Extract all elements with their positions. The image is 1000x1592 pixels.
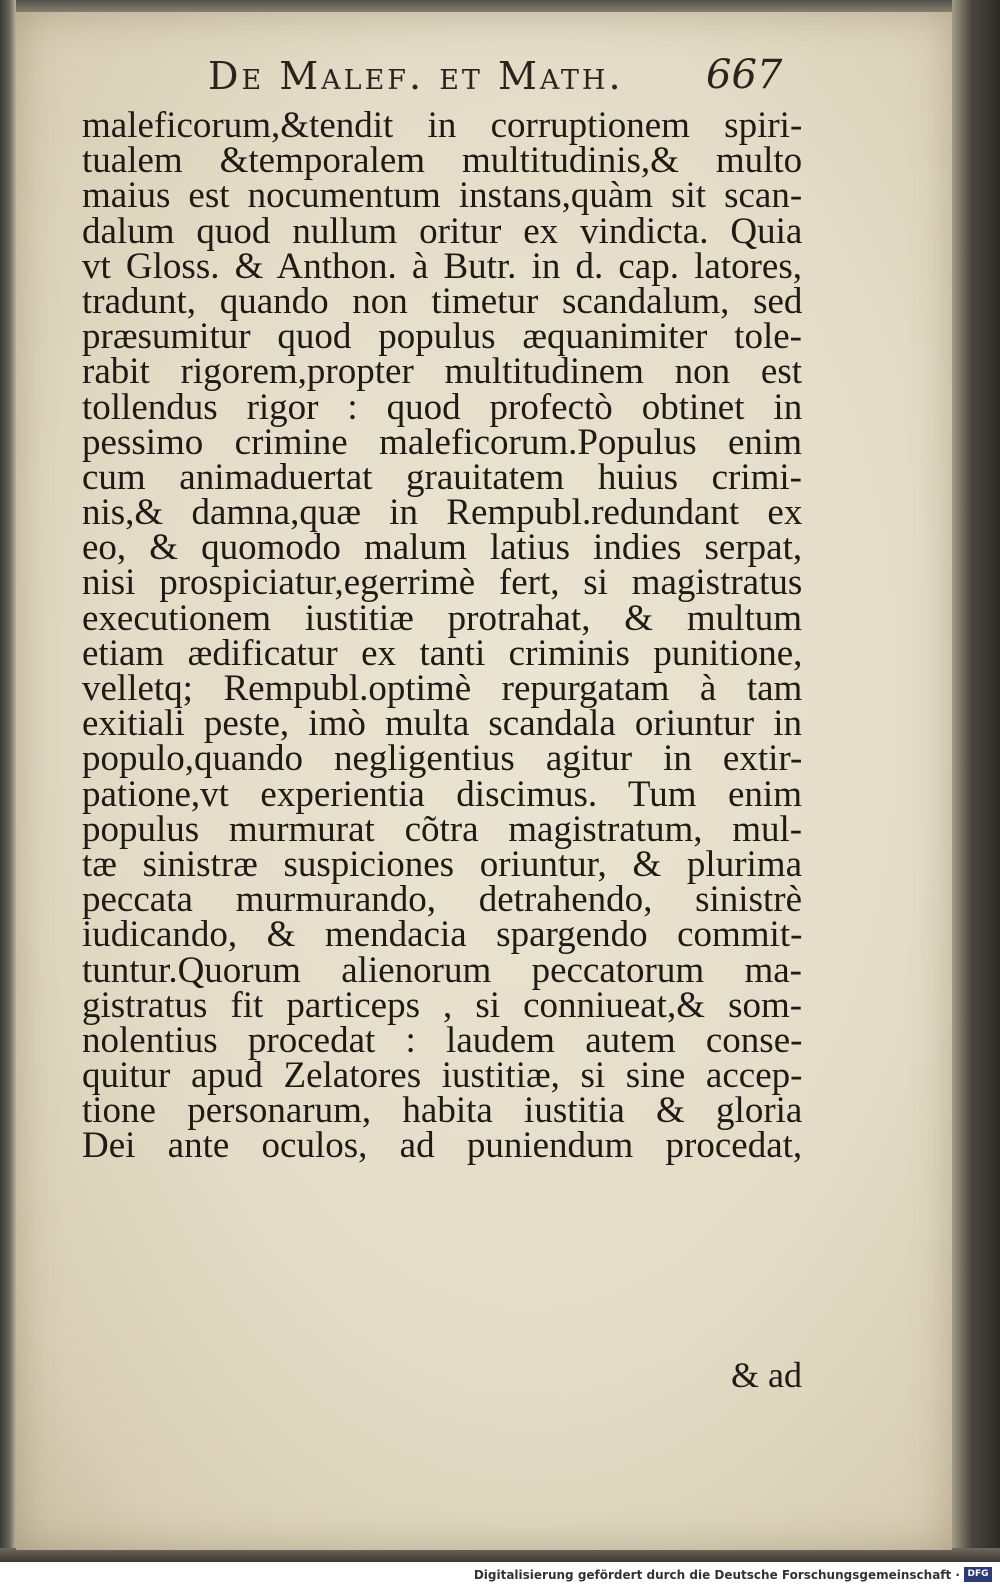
text-line: maius est nocumentum instans,quàm sit scan- <box>82 175 803 217</box>
text-line: nis,& damna,quæ in Rempubl.redundant ex <box>82 492 803 534</box>
text-line: populo,quando negligentius agitur in extir- <box>82 738 803 780</box>
body-text <box>82 105 803 1167</box>
running-head-title: De Malef. et Math. <box>208 54 624 98</box>
text-line: gistratus fit particeps , si conniueat,& som- <box>82 984 803 1026</box>
text-line: eo, & quomodo malum latius indies serpat, <box>82 527 803 569</box>
text-line: iudicando, & mendacia spargendo commit- <box>82 914 803 956</box>
binding-bottom-edge <box>0 1548 1000 1562</box>
funding-credit: Digitalisierung gefördert durch die Deutsche Forschungsgemeinschaft · <box>473 1568 960 1582</box>
text-line: populus murmurat cõtra magistratum, mul- <box>82 808 803 850</box>
text-line: executionem iustitiæ protrahat, & multum <box>82 597 802 639</box>
digitization-footer <box>0 1562 1000 1592</box>
text-line: pessimo crimine maleficorum.Populus enim <box>82 421 802 463</box>
text-line: dalum quod nullum oritur ex vindicta. Quia <box>82 210 803 252</box>
page-number: 667 <box>706 52 783 98</box>
dfg-logo: DFG <box>964 1567 992 1582</box>
text-line: Dei ante oculos, ad puniendum procedat, <box>82 1125 803 1167</box>
binding-right-edge <box>952 0 1000 1560</box>
text-line: tollendus rigor : quod profectò obtinet in <box>82 386 803 428</box>
text-line: rabit rigorem,propter multitudinem non est <box>82 351 803 393</box>
text-line: tione personarum, habita iustitia & gloria <box>82 1090 803 1132</box>
text-line: nisi prospiciatur,egerrimè fert, si magistratus <box>82 562 803 604</box>
text-line: cum animaduertat grauitatem huius crimi- <box>82 456 802 498</box>
text-line: velletq; Rempubl.optimè repurgatam à tam <box>82 668 803 709</box>
text-line: nolentius procedat : laudem autem conse- <box>82 1019 803 1061</box>
catchword: & ad <box>731 1355 802 1395</box>
text-line: vt Gloss. & Anthon. à Butr. in d. cap. latores, <box>82 245 802 287</box>
text-line: patione,vt experientia discimus. Tum enim <box>82 773 802 815</box>
text-line: tualem &temporalem multitudinis,& multo <box>82 140 803 182</box>
paper-page <box>16 12 952 1550</box>
binding-left-edge <box>0 0 16 1560</box>
text-line: tæ sinistræ suspiciones oriuntur, & plurima <box>82 843 802 885</box>
text-line: exitiali peste, imò multa scandala oriuntur in <box>82 703 802 745</box>
text-line: maleficorum,&tendit in corruptionem spiri- <box>82 105 803 146</box>
running-head <box>16 50 952 110</box>
text-line: præsumitur quod populus æquanimiter tole- <box>82 316 802 358</box>
text-line: etiam ædificatur ex tanti criminis punitione, <box>82 632 803 674</box>
text-line: peccata murmurando, detrahendo, sinistrè <box>82 879 802 921</box>
text-line: quitur apud Zelatores iustitiæ, si sine accep- <box>82 1055 803 1097</box>
text-line: tradunt, quando non timetur scandalum, sed <box>82 280 803 322</box>
text-line: tuntur.Quorum alienorum peccatorum ma- <box>82 949 802 991</box>
